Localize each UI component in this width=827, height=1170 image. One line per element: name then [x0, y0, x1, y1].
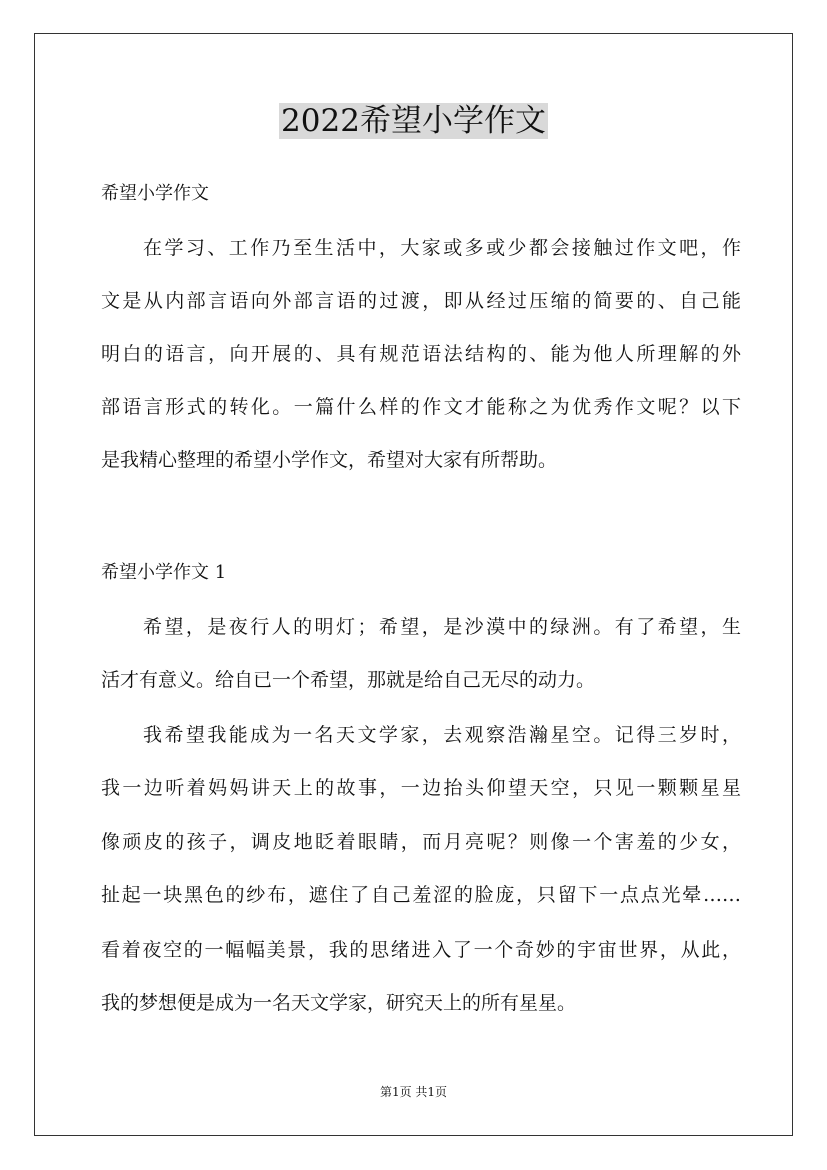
intro-line: 明白的语言，向开展的、具有规范语法结构的、能为他人所理解的外 — [101, 343, 741, 365]
paragraph-line: 希望，是夜行人的明灯；希望，是沙漠中的绿洲。有了希望，生 — [143, 616, 741, 638]
paragraph-line: 我的梦想便是成为一名天文学家，研究天上的所有星星。 — [101, 992, 577, 1014]
intro-line: 在学习、工作乃至生活中，大家或多或少都会接触过作文吧，作 — [143, 237, 741, 259]
document-title — [0, 101, 827, 141]
title-text: 2022希望小学作文 — [281, 103, 546, 139]
paragraph-line: 看着夜空的一幅幅美景，我的思绪进入了一个奇妙的宇宙世界，从此， — [101, 939, 741, 961]
paragraph-line: 扯起一块黑色的纱布，遮住了自己羞涩的脸庞，只留下一点点光晕…… — [101, 884, 741, 906]
intro-line: 文是从内部言语向外部言语的过渡，即从经过压缩的简要的、自己能 — [101, 290, 741, 312]
paragraph-line: 活才有意义。给自已一个希望，那就是给自己无尽的动力。 — [101, 669, 596, 691]
paragraph-line: 像顽皮的孩子，调皮地眨着眼睛，而月亮呢？则像一个害羞的少女， — [101, 831, 741, 853]
paragraph-line: 我希望我能成为一名天文学家，去观察浩瀚星空。记得三岁时， — [143, 724, 741, 746]
intro-heading: 希望小学作文 — [101, 183, 209, 204]
page-footer: 第1页 共1页 — [379, 1085, 448, 1099]
intro-line: 部语言形式的转化。一篇什么样的作文才能称之为优秀作文呢？以下 — [101, 396, 741, 418]
paragraph-line: 我一边听着妈妈讲天上的故事，一边抬头仰望天空，只见一颗颗星星 — [101, 777, 741, 799]
essay1-heading: 希望小学作文 1 — [101, 562, 227, 583]
intro-line: 是我精心整理的希望小学作文，希望对大家有所帮助。 — [101, 449, 558, 471]
